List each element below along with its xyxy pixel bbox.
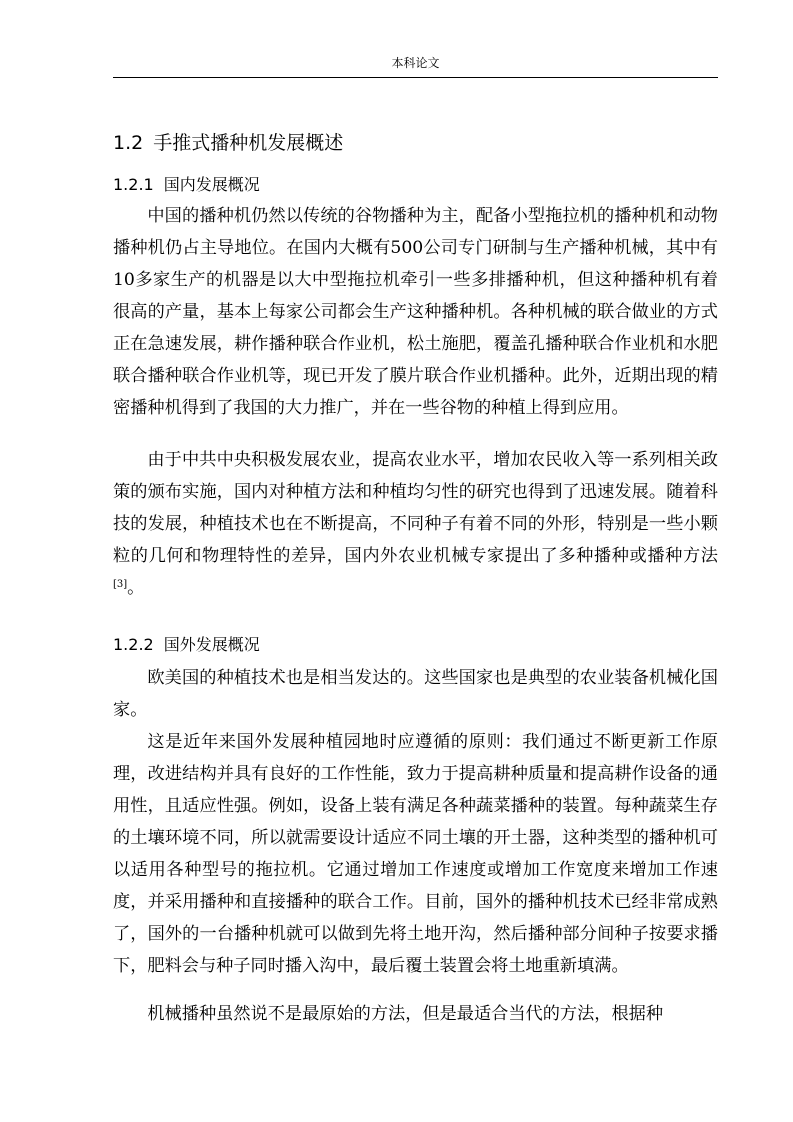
paragraph: 这是近年来国外发展种植园地时应遵循的原则：我们通过不断更新工作原理，改进结构并具有良好的工作性能，致力于提高耕种质量和提高耕作设备的通用性，且适应性强。例如，设备上装有满足各种蔬菜播种的装置。每种蔬菜生存的土壤环境不同，所以就需要设计适应不同土壤的开土器，这种类型的播种机可以适用各种型号的拖拉机。它通过增加工作速度或增加工作宽度来增加工作速度，并采用播种和直接播种的联合工作。目前，国外的播种机技术已经非常成熟了，国外的一台播种机就可以做到先将土地开沟，然后播种部分间种子按要求播下，肥料会与种子同时播入沟中，最后覆土装置会将土地重新填满。 [113, 732, 718, 976]
paragraph [113, 444, 718, 604]
paragraph-end: 。 [127, 578, 145, 598]
paragraph: 中国的播种机仍然以传统的谷物播种为主，配备小型拖拉机的播种机和动物播种机仍占主导地位。在国内大概有500公司专门研制与生产播种机械，其中有10多家生产的机器是以大中型拖拉机牵引一些多排播种机，但这种播种机有着很高的产量，基本上每家公司都会生产这种播种机。各种机械的联合做业的方式正在急速发展，耕作播种联合作业机，松土施肥，覆盖孔播种联合作业机和水肥联合播种联合作业机等，现已开发了膜片联合作业机播种。此外，近期出现的精密播种机得到了我国的大力推广，并在一些谷物的种植上得到应用。 [113, 206, 718, 418]
section-title: 手推式播种机发展概述 [153, 132, 344, 154]
subsection-title: 国外发展概况 [163, 635, 260, 654]
subsection-number: 1.2.2 [113, 635, 154, 654]
paragraph-text: 由于中共中央积极发展农业，提高农业水平，增加农民收入等一系列相关政策的颁布实施，国内对种植方法和种植均匀性的研究也得到了迅速发展。随着科技的发展，种植技术也在不断提高，不同种子有着不同的外形，特别是一些小颗粒的几何和物理特性的差异，国内外农业机械专家提出了多种播种或播种方法 [113, 450, 718, 566]
section-heading [113, 129, 343, 157]
section-number: 1.2 [113, 132, 144, 154]
citation-reference: [3] [113, 579, 128, 590]
header-divider [113, 77, 718, 78]
subsection-number: 1.2.1 [113, 175, 154, 194]
running-header: 本科论文 [391, 56, 440, 70]
subsection-title: 国内发展概况 [163, 175, 260, 194]
subsection-heading-foreign [113, 632, 260, 658]
subsection-heading-domestic [113, 172, 260, 198]
paragraph: 机械播种虽然说不是最原始的方法，但是最适合当代的方法，根据种 [147, 1004, 664, 1024]
paragraph: 欧美国的种植技术也是相当发达的。这些国家也是典型的农业装备机械化国家。 [113, 668, 718, 720]
